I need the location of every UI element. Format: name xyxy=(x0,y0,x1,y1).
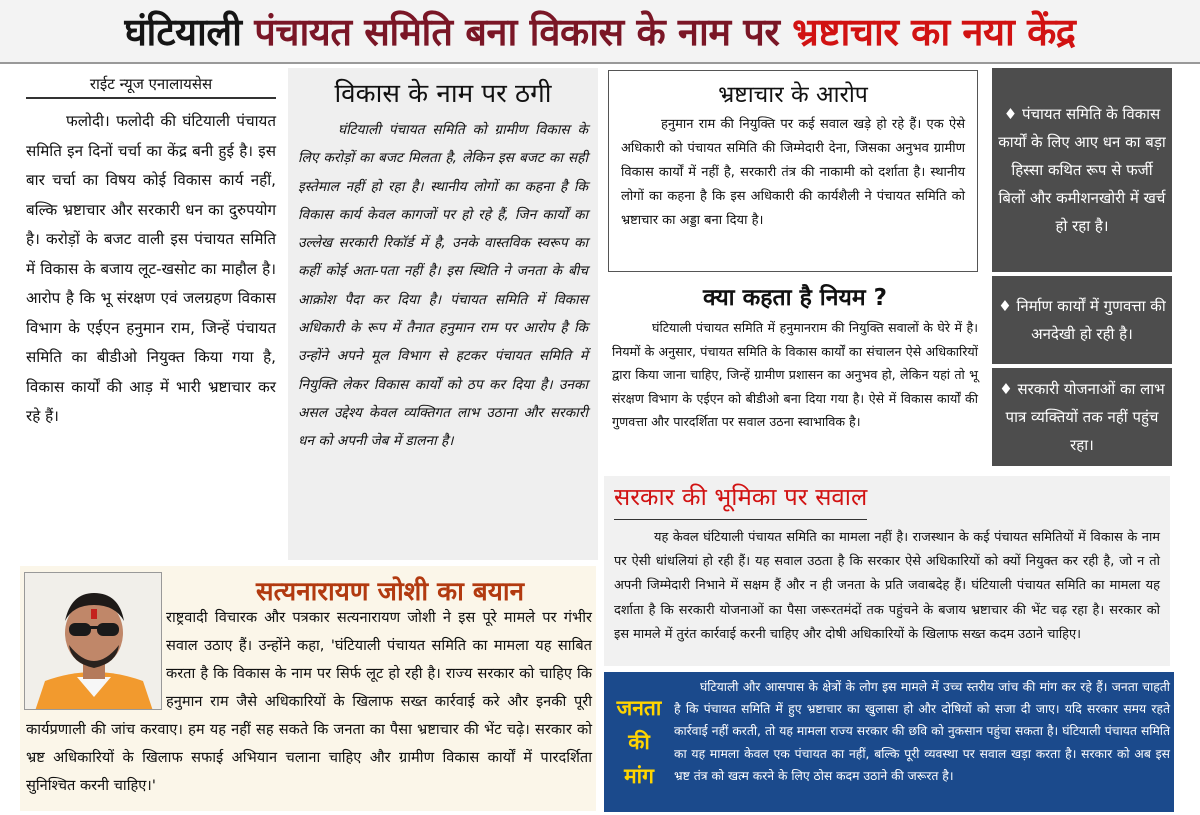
allegations-text: हनुमान राम की नियुक्ति पर कई सवाल खड़े हो रहे हैं। एक ऐसे अधिकारी को पंचायत समिति की जिम्मेदारी देना, जिसका अनुभव ग्रामीण विकास कार्यों में नहीं है, सरकारी तंत्र की नाकामी को दर्शाता है। स्थानीय लोगों का कहना है कि इस अधिकारी की कार्यशैली ने पंचायत समिति को भ्रष्टाचार का अड्डा बना दिया है। xyxy=(621,117,965,228)
government-text: यह केवल घंटियाली पंचायत समिति का मामला नहीं है। राजस्थान के कई पंचायत समितियों में विकास के नाम पर ऐसी धांधलियां हो रही हैं। यह सवाल उठता है कि सरकार ऐसे अधिकारियों को क्यों नियुक्त कर रही है, जो न तो अपनी जिम्मेदारी निभाने में सक्षम हैं और न ही जनता के प्रति जवाबदेह हैं। घंटियाली पंचायत समिति का मामला यह दर्शाता है कि सरकारी योजनाओं का पैसा जरूरतमंदों तक पहुंचने के बजाय भ्रष्टाचार की भेंट चढ़ रहा है। सरकार को इस मामले में तुरंत कार्रवाई करनी चाहिए और दोषी अधिकारियों के खिलाफ सख्त कदम उठाने चाहिए। xyxy=(614,530,1160,642)
demand-label-1: जनता xyxy=(616,696,662,720)
joshi-text-wrap xyxy=(26,604,592,800)
headline-part-1: घंटियाली xyxy=(124,10,242,54)
demand-label-2: की xyxy=(628,730,650,754)
lead-text: फलोदी। फलोदी की घंटियाली पंचायत समिति इन दिनों चर्चा का केंद्र बनी हुई है। इस बार चर्चा का विषय कोई विकास कार्य नहीं, बल्कि भ्रष्टाचार और सरकारी धन का दुरुपयोग है। करोड़ों के बजट वाली इस पंचायत समिति में विकास के बजाय लूट-खसोट का माहौल है। आरोप है कि भू संरक्षण एवं जलग्रहण विकास विभाग के एईएन हनुमान राम, जिन्हें पंचायत समिति का बीडीओ नियुक्त किया गया है, विकास कार्यों की आड़ में भारी भ्रष्टाचार कर रहे हैं। xyxy=(26,112,276,425)
rule-box xyxy=(602,276,988,466)
allegations-box xyxy=(608,70,978,272)
public-demand-box xyxy=(604,672,1174,812)
government-title: सरकार की भूमिका पर सवाल xyxy=(614,476,867,520)
bullet-box-3 xyxy=(992,368,1172,466)
demand-label xyxy=(604,672,674,812)
headline-part-2: पंचायत समिति बना विकास के नाम पर xyxy=(254,10,780,54)
lead-story xyxy=(20,68,282,560)
allegations-title: भ्रष्टाचार के आरोप xyxy=(718,82,868,108)
government-box xyxy=(604,476,1170,666)
bullet-text-1: ♦ पंचायत समिति के विकास कार्यों के लिए आए धन का बड़ा हिस्सा कथित रूप से फर्जी बिलों और कमीशनखोरी में खर्च हो रहा है। xyxy=(998,105,1166,235)
joshi-title: सत्यनारायण जोशी का बयान xyxy=(256,577,524,607)
joshi-text: राष्ट्रवादी विचारक और पत्रकार सत्यनारायण जोशी ने इस पूरे मामले पर गंभीर सवाल उठाए हैं। उन्होंने कहा, 'घंटियाली पंचायत समिति का मामला यह साबित करता है कि विकास के नाम पर सिर्फ लूट हो रही है। राज्य सरकार को चाहिए कि हनुमान राम जैसे अधिकारियों के खिलाफ सख्त कार्रवाई करे और इनकी पूरी कार्यप्रणाली की जांच करवाए। हम यह नहीं सह सकते कि जनता का पैसा भ्रष्टाचार की भेंट चढ़े। सरकार को भ्रष्ट अधिकारियों के खिलाफ सफाई अभियान चलाना चाहिए और ग्रामीण विकास कार्यों में पारदर्शिता सुनिश्चित करनी चाहिए।' xyxy=(26,609,592,794)
headline xyxy=(0,0,1200,64)
bullet-text-2: ♦ निर्माण कार्यों में गुणवत्ता की अनदेखी हो रही है। xyxy=(998,297,1166,343)
bullet-box-2 xyxy=(992,276,1172,364)
bullet-box-1 xyxy=(992,68,1172,272)
joshi-statement-box xyxy=(20,566,596,811)
fraud-title: विकास के नाम पर ठगी xyxy=(334,79,552,109)
fraud-story xyxy=(288,68,598,560)
demand-label-3: मांग xyxy=(624,764,654,788)
rule-title: क्या कहता है नियम ? xyxy=(703,285,887,311)
headline-part-3: भ्रष्टाचार का नया केंद्र xyxy=(792,10,1076,54)
bullet-text-3: ♦ सरकारी योजनाओं का लाभ पात्र व्यक्तियों तक नहीं पहुंच रहा। xyxy=(999,380,1165,454)
fraud-text: घंटियाली पंचायत समिति को ग्रामीण विकास के लिए करोड़ों का बजट मिलता है, लेकिन इस बजट का सही इस्तेमाल नहीं हो रहा है। स्थानीय लोगों का कहना है कि विकास कार्य केवल कागजों पर हो रहे हैं, जिन कार्यों का उल्लेख सरकारी रिकॉर्ड में है, उनके वास्तविक स्वरूप का कहीं कोई अता-पता नहीं है। इस स्थिति ने जनता के बीच आक्रोश पैदा कर दिया है। पंचायत समिति में विकास अधिकारी के रूप में तैनात हनुमान राम पर आरोप है कि उन्होंने अपने मूल विभाग से हटकर पंचायत समिति में नियुक्ति लेकर विकास कार्यों को ठप कर दिया है। उनका असल उद्देश्य केवल व्यक्तिगत लाभ उठाना और सरकारी धन को अपनी जेब में डालना है। xyxy=(298,122,588,450)
demand-text: घंटियाली और आसपास के क्षेत्रों के लोग इस मामले में उच्च स्तरीय जांच की मांग कर रहे हैं। जनता चाहती है कि पंचायत समिति में हुए भ्रष्टाचार का खुलासा हो और दोषियों को सजा दी जाए। यदि सरकार समय रहते कार्रवाई नहीं करती, तो यह मामला राज्य सरकार की छवि को नुकसान पहुंचा सकता है। घंटियाली पंचायत समिति का यह मामला केवल एक पंचायत का नहीं, बल्कि पूरी व्यवस्था पर सवाल खड़ा करता है। सरकार को अब इस भ्रष्ट तंत्र को खत्म करने के लिए ठोस कदम उठाने की जरूरत है। xyxy=(674,680,1170,783)
lead-subtitle: राईट न्यूज एनालायसेस xyxy=(26,68,276,99)
rule-text: घंटियाली पंचायत समिति में हनुमानराम की नियुक्ति सवालों के घेरे में है। नियमों के अनुसार, पंचायत समिति के विकास कार्यों का संचालन ऐसे अधिकारियों द्वारा किया जाना चाहिए, जिन्हें ग्रामीण प्रशासन का अनुभव हो, लेकिन यहां तो भू संरक्षण विभाग के एईएन को बीडीओ बना दिया गया है। ऐसे में विकास कार्यों की गुणवत्ता और पारदर्शिता पर सवाल उठना स्वाभाविक है। xyxy=(612,320,978,430)
